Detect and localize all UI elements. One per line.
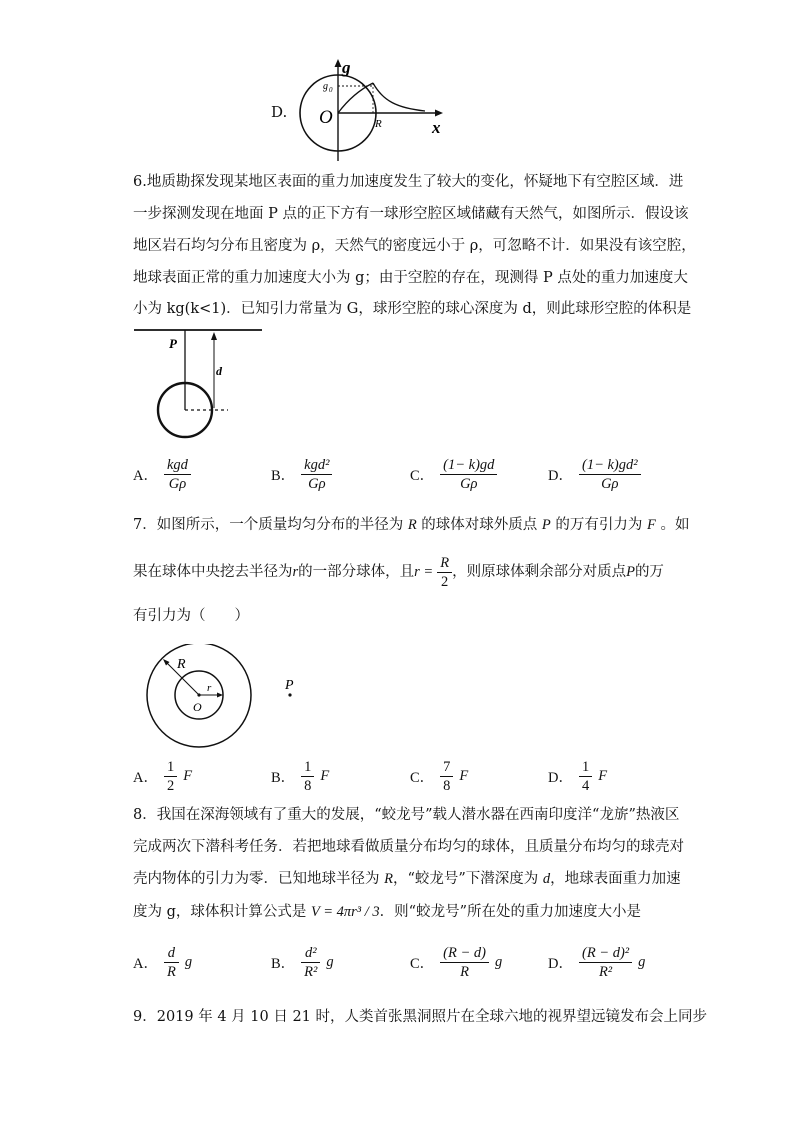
- q6-option-d-fraction: [579, 456, 641, 493]
- q8-option-d[interactable]: [548, 944, 645, 981]
- q6-line-2: 一步探测发现在地面 P 点的正下方有一球形空腔区域储藏有天然气，如图所示．假设该: [133, 206, 689, 222]
- q6-option-d[interactable]: [548, 456, 641, 493]
- q7-option-d-tail: F: [598, 768, 608, 784]
- q7-line2-text-b: 的一部分球体，且: [298, 564, 415, 580]
- q7-option-b-label: B．: [271, 770, 296, 786]
- q6-option-b-label: B．: [271, 468, 296, 484]
- q8-option-d-den: R²: [598, 964, 613, 980]
- q5-option-d-figure: [295, 55, 455, 165]
- q7-O-label: O: [193, 700, 202, 714]
- q7-option-a-num: 1: [164, 758, 177, 777]
- q5-g0-label: g: [323, 81, 328, 92]
- q7-line-3: 有引力为（ ）: [133, 608, 249, 624]
- q6-p-label: P: [169, 336, 177, 351]
- q7-option-a-den: 2: [166, 778, 175, 794]
- q6-option-a-den: Gρ: [168, 476, 187, 492]
- q8-option-d-num: (R − d)²: [579, 944, 632, 963]
- q8-line3-text-a: 壳内物体的引力为零．已知地球半径为: [133, 871, 385, 887]
- q7-option-c-num: 7: [440, 758, 453, 777]
- q7-line2-text-c: ，则原球体剩余部分对质点: [452, 564, 627, 580]
- q6-option-c-label: C．: [410, 468, 435, 484]
- q8-option-b-den: R²: [304, 964, 318, 980]
- q8-option-a[interactable]: [133, 944, 192, 981]
- q7-option-c-den: 8: [443, 778, 451, 794]
- q5-axis-g: g: [342, 58, 351, 77]
- q7-line1-R: R: [407, 517, 417, 533]
- q6-d-label: d: [216, 364, 222, 378]
- q6-option-c-fraction: [440, 456, 497, 493]
- q8-line-3: [133, 869, 693, 889]
- q7-option-d[interactable]: [548, 758, 607, 795]
- q7-line1-P: P: [541, 517, 551, 533]
- q8-option-d-label: D．: [548, 956, 573, 972]
- q7-line1-text-c: 的万有引力为: [550, 517, 647, 533]
- q7-option-d-label: D．: [548, 770, 573, 786]
- q6-option-b-fraction: [301, 456, 332, 493]
- q7-line1-text-b: 的球体对球外质点: [416, 517, 542, 533]
- q8-line-4: [133, 902, 693, 922]
- q7-line2-P: P: [626, 564, 635, 580]
- q6-cavity-figure: [130, 322, 270, 442]
- q6-option-a-label: A．: [133, 468, 158, 484]
- q7-option-a-label: A．: [133, 770, 158, 786]
- q7-P-label: P: [285, 678, 294, 693]
- q6-option-d-label: D．: [548, 468, 573, 484]
- q5-option-d-label: D.: [271, 103, 288, 121]
- q7-line2-text-a: 果在球体中央挖去半径为: [133, 564, 293, 580]
- q7-option-c-fraction: [440, 758, 453, 795]
- q6-line-4: 地球表面正常的重力加速度大小为 g；由于空腔的存在，现测得 P 点处的重力加速度大: [133, 270, 688, 286]
- q8-volume-formula: V = 4πr³ / 3: [311, 904, 380, 920]
- q6-option-b-den: Gρ: [308, 476, 326, 492]
- q7-option-a-tail: F: [183, 768, 193, 784]
- q5-axis-x: x: [432, 118, 441, 137]
- q6-option-b-num: kgd²: [301, 456, 332, 475]
- q7-option-d-den: 4: [581, 778, 590, 794]
- q7-option-b-tail: F: [320, 768, 330, 784]
- q8-option-c-tail: g: [494, 954, 503, 970]
- q7-option-b[interactable]: [271, 758, 329, 795]
- q8-option-a-label: A．: [133, 956, 158, 972]
- q7-line-2: [133, 552, 693, 592]
- q7-option-b-num: 1: [301, 758, 314, 777]
- q7-option-c-tail: F: [459, 768, 469, 784]
- q8-option-a-tail: g: [184, 954, 193, 970]
- q7-option-c-label: C．: [410, 770, 435, 786]
- q6-line-1: 6.地质勘探发现某地区表面的重力加速度发生了较大的变化，怀疑地下有空腔区域．进: [133, 174, 684, 190]
- q6-option-c-num: (1− k)gd: [440, 456, 497, 475]
- q7-line2-frac-num: R: [437, 554, 452, 573]
- q8-option-a-num: d: [164, 944, 179, 963]
- q8-option-b-label: B．: [271, 956, 296, 972]
- q8-option-d-tail: g: [638, 954, 646, 970]
- q7-option-a[interactable]: [133, 758, 192, 795]
- q9-line-1: 9．2019 年 4 月 10 日 21 时，人类首张黑洞照片在全球六地的视界望远镜发布会上同步: [133, 1009, 708, 1025]
- q8-option-b-fraction: [301, 944, 320, 981]
- q7-hollow-sphere-figure: [140, 644, 310, 760]
- q6-option-a-fraction: [164, 456, 191, 493]
- q8-option-c-num: (R − d): [440, 944, 489, 963]
- q8-line3-d: d: [542, 871, 551, 887]
- q6-line-3: 地区岩石均匀分布且密度为 ρ，天然气的密度远小于 ρ，可忽略不计．如果没有该空腔，: [133, 238, 696, 254]
- q8-option-c-fraction: [440, 944, 489, 981]
- q7-option-b-fraction: [301, 758, 314, 795]
- q7-line2-text-d: 的万: [634, 564, 664, 580]
- q8-option-d-fraction: [579, 944, 632, 981]
- q5-g0-subscript: 0: [329, 86, 333, 94]
- q6-option-a[interactable]: [133, 456, 191, 493]
- q7-line1-text-d: 。如: [655, 517, 690, 533]
- q8-line-1: 8．我国在深海领域有了重大的发展，“蛟龙号”载人潜水器在西南印度洋“龙旂”热液区: [133, 807, 680, 823]
- q8-line4-text-a: 度为 g，球体积计算公式是: [133, 904, 311, 920]
- q6-line-5: 小为 kg(k<1)．已知引力常量为 G，球形空腔的球心深度为 d，则此球形空腔的体积是: [133, 301, 692, 317]
- q5-origin-label: O: [319, 107, 333, 128]
- q8-line4-text-b: ．则“蛟龙号”所在处的重力加速度大小是: [379, 904, 641, 920]
- q6-option-b[interactable]: [271, 456, 332, 493]
- q8-option-a-den: R: [166, 964, 176, 980]
- q8-option-c[interactable]: [410, 944, 502, 981]
- q6-option-a-num: kgd: [164, 456, 191, 475]
- q8-option-c-label: C．: [410, 956, 435, 972]
- q7-R-label: R: [177, 657, 186, 672]
- q7-line-1: [133, 515, 693, 535]
- q7-line1-F: F: [647, 517, 656, 533]
- q8-line3-text-b: ，“蛟龙号”下潜深度为: [392, 871, 543, 887]
- q8-option-b-num: d²: [301, 944, 320, 963]
- q7-line2-eq: r =: [414, 564, 434, 580]
- q8-line3-text-c: ，地球表面重力加速: [550, 871, 681, 887]
- q6-option-d-num: (1− k)gd²: [579, 456, 641, 475]
- q7-option-d-num: 1: [579, 758, 592, 777]
- q7-option-a-fraction: [164, 758, 177, 795]
- q7-line2-fraction: [437, 554, 452, 591]
- q7-line2-r: r: [292, 564, 299, 580]
- q7-r-label: r: [207, 682, 212, 694]
- q8-option-a-fraction: [164, 944, 179, 981]
- q8-option-b[interactable]: [271, 944, 334, 981]
- q7-option-c[interactable]: [410, 758, 468, 795]
- q8-line3-R: R: [384, 871, 393, 887]
- q8-option-c-den: R: [460, 964, 469, 980]
- q5-r-label: R: [375, 118, 382, 130]
- q7-option-d-fraction: [579, 758, 592, 795]
- q6-option-c-den: Gρ: [460, 476, 478, 492]
- q8-line-2: 完成两次下潜科考任务．若把地球看做质量分布均匀的球体，且质量分布均匀的球壳对: [133, 839, 684, 855]
- q8-option-b-tail: g: [326, 954, 334, 970]
- q7-line1-text-a: 7．如图所示，一个质量均匀分布的半径为: [133, 517, 408, 533]
- q6-option-c[interactable]: [410, 456, 497, 493]
- q7-option-b-den: 8: [304, 778, 312, 794]
- q6-option-d-den: Gρ: [601, 476, 619, 492]
- q7-line2-frac-den: 2: [441, 573, 449, 590]
